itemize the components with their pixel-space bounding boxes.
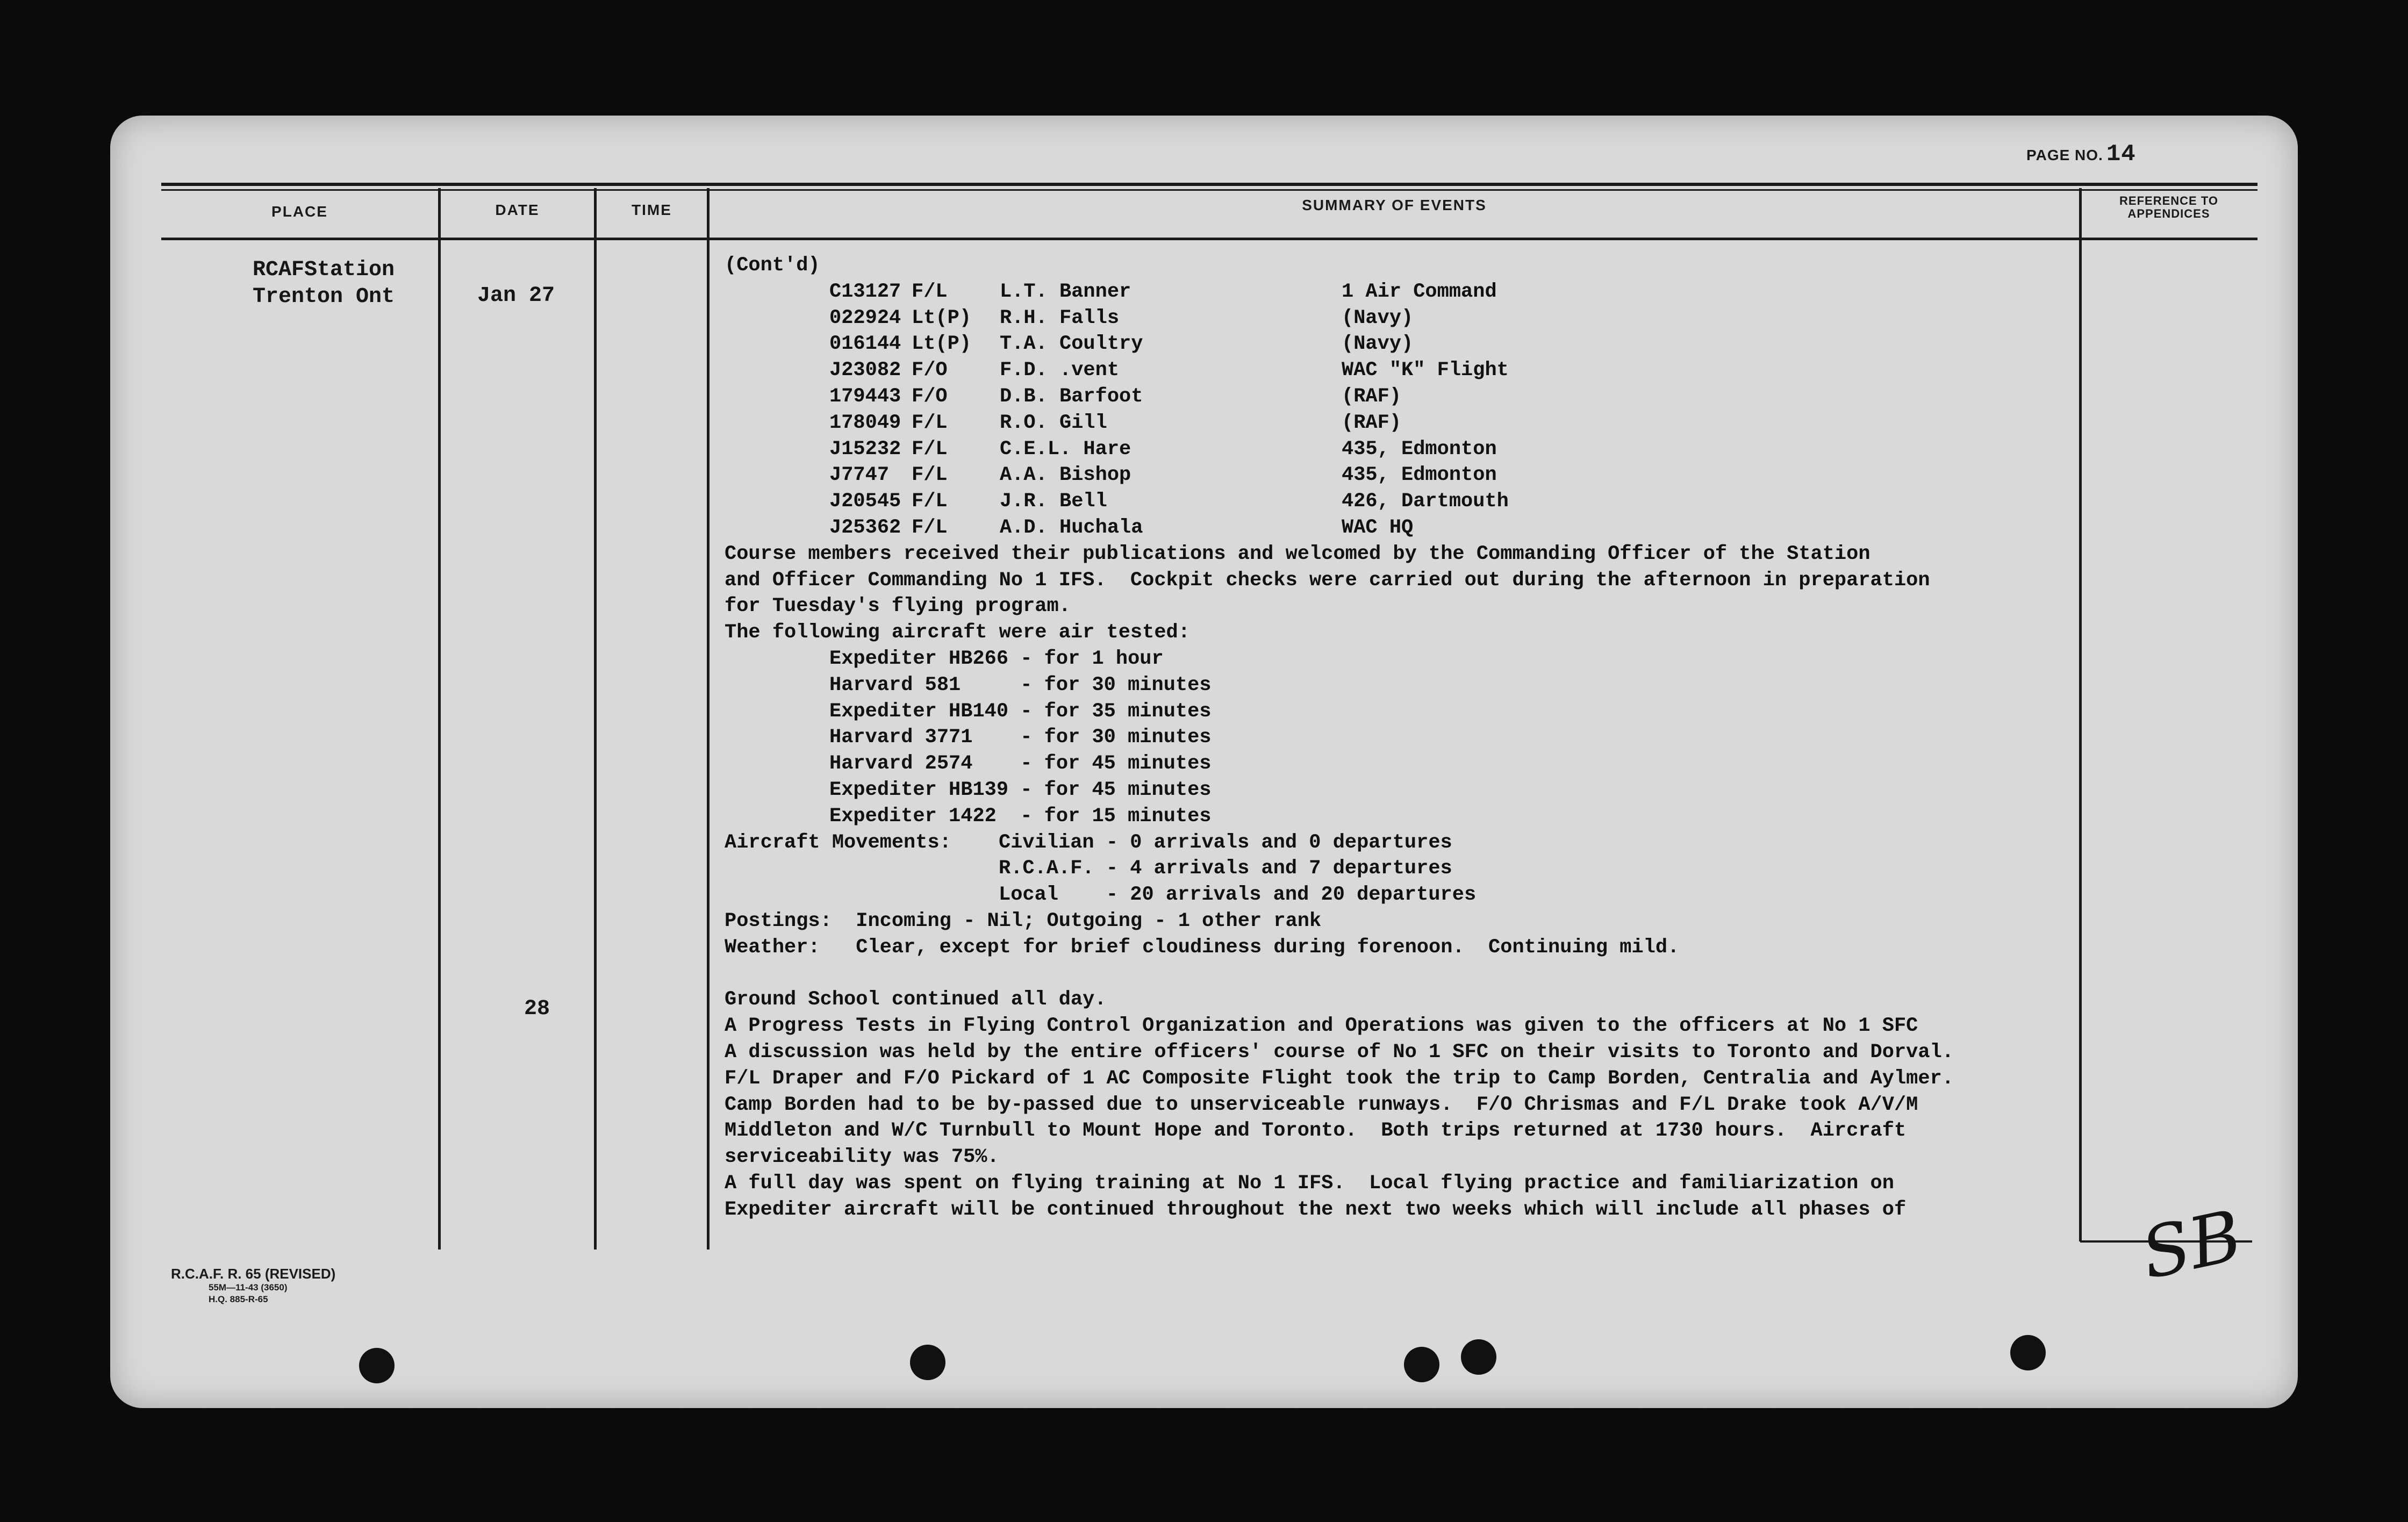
movement-line: Local - 20 arrivals and 20 departures bbox=[999, 884, 1477, 907]
officer-unit: (RAF) bbox=[1342, 385, 1402, 408]
movement-line: R.C.A.F. - 4 arrivals and 7 departures bbox=[999, 857, 1452, 880]
officer-row bbox=[725, 279, 2079, 305]
officer-row bbox=[725, 384, 2079, 410]
form-hq-line: H.Q. 885-R-65 bbox=[209, 1294, 268, 1304]
page-number: 14 bbox=[2106, 141, 2136, 168]
aircraft-test-line: Harvard 3771 - for 30 minutes bbox=[829, 726, 1212, 749]
aircraft-test-line: Harvard 2574 - for 45 minutes bbox=[829, 752, 1212, 776]
officer-row bbox=[725, 410, 2079, 436]
header-place: PLACE bbox=[271, 203, 328, 220]
page-label: PAGE NO. bbox=[2026, 147, 2103, 163]
date-28: 28 bbox=[524, 997, 550, 1021]
officer-rank: Lt(P) bbox=[912, 306, 972, 329]
officer-rank: F/L bbox=[912, 490, 948, 513]
officer-name: D.B. Barfoot bbox=[1000, 385, 1143, 408]
place-cell bbox=[253, 257, 395, 311]
para-line: Course members received their publications and welcomed by the Commanding Officer of the Station bbox=[725, 542, 1870, 565]
divider-summary-reference bbox=[2079, 188, 2082, 1241]
day-28-line: A discussion was held by the entire officers' course of No 1 SFC on their visits to Toronto and Dorval. bbox=[725, 1040, 1954, 1064]
contd-line: (Cont'd) bbox=[725, 254, 820, 277]
officer-row bbox=[725, 305, 2079, 332]
header-top-rule-thin bbox=[161, 189, 2258, 191]
header-top-rule bbox=[161, 183, 2258, 186]
header-date: DATE bbox=[495, 202, 540, 218]
officer-rank: F/O bbox=[912, 385, 948, 408]
officer-row bbox=[725, 462, 2079, 489]
officer-unit: WAC HQ bbox=[1342, 516, 1414, 539]
officer-rank: F/L bbox=[912, 516, 948, 539]
officer-name: R.H. Falls bbox=[1000, 306, 1120, 329]
aircraft-test-line: Expediter 1422 - for 15 minutes bbox=[829, 805, 1212, 828]
officer-num: J7747 bbox=[829, 464, 890, 487]
officer-num: J15232 bbox=[829, 437, 901, 461]
day-28-line: Expediter aircraft will be continued throughout the next two weeks which will include all phases of bbox=[725, 1198, 1907, 1221]
aircraft-test-line: Harvard 581 - for 30 minutes bbox=[829, 673, 1212, 697]
day-28-line: A Progress Tests in Flying Control Organization and Operations was given to the officers at No 1 SFC bbox=[725, 1015, 1918, 1038]
officer-num: J20545 bbox=[829, 490, 901, 513]
postings-line: Postings: Incoming - Nil; Outgoing - 1 other rank bbox=[725, 909, 1322, 932]
officer-row bbox=[725, 489, 2079, 515]
day-28-line: F/L Draper and F/O Pickard of 1 AC Composite Flight took the trip to Camp Borden, Centralia and Aylmer. bbox=[725, 1067, 1954, 1090]
punch-hole bbox=[2010, 1335, 2046, 1370]
place-line-1: RCAFStation bbox=[253, 258, 395, 282]
movements-label: Aircraft Movements: bbox=[725, 831, 951, 854]
officer-num: 178049 bbox=[829, 411, 901, 434]
movement-line: Civilian - 0 arrivals and 0 departures bbox=[999, 831, 1452, 854]
form-footer bbox=[171, 1266, 335, 1305]
para-line: The following aircraft were air tested: bbox=[725, 621, 1190, 644]
officer-rank: F/L bbox=[912, 464, 948, 487]
divider-date-time bbox=[594, 188, 597, 1250]
officer-name: A.A. Bishop bbox=[1000, 464, 1131, 487]
day-28-line: Camp Borden had to be by-passed due to unserviceable runways. F/O Chrismas and F/L Drake took A/V/M bbox=[725, 1093, 1918, 1116]
officer-unit: 435, Edmonton bbox=[1342, 437, 1497, 461]
officer-num: 179443 bbox=[829, 385, 901, 408]
officer-name: F.D. .vent bbox=[1000, 359, 1120, 382]
summary-of-events bbox=[725, 253, 2079, 1223]
officer-row bbox=[725, 436, 2079, 463]
officer-name: J.R. Bell bbox=[1000, 490, 1107, 513]
punch-hole bbox=[1461, 1339, 1496, 1375]
officer-row bbox=[725, 357, 2079, 384]
header-time: TIME bbox=[632, 202, 672, 218]
officer-unit: 435, Edmonton bbox=[1342, 464, 1497, 487]
officer-num: 022924 bbox=[829, 306, 901, 329]
day-28-entries bbox=[725, 987, 2079, 1223]
officer-row bbox=[725, 515, 2079, 541]
officer-row bbox=[725, 331, 2079, 357]
movements-row bbox=[725, 856, 2079, 882]
day-28-line: Middleton and W/C Turnbull to Mount Hope and Toronto. Both trips returned at 1730 hours. Aircraft bbox=[725, 1119, 1907, 1143]
divider-time-summary bbox=[707, 188, 710, 1250]
handwritten-initials: SB bbox=[2134, 1194, 2249, 1295]
officer-rank: F/L bbox=[912, 411, 948, 434]
officer-name: L.T. Banner bbox=[1000, 280, 1131, 303]
movements-row bbox=[725, 830, 2079, 856]
page-number-label bbox=[2026, 141, 2136, 168]
weather-line: Weather: Clear, except for brief cloudiness during forenoon. Continuing mild. bbox=[725, 936, 1680, 959]
officer-num: J25362 bbox=[829, 516, 901, 539]
officer-unit: 426, Dartmouth bbox=[1342, 490, 1509, 513]
punch-hole bbox=[910, 1345, 945, 1380]
punch-hole bbox=[1404, 1347, 1439, 1382]
aircraft-test-line: Expediter HB140 - for 35 minutes bbox=[829, 700, 1212, 723]
day-28-line: A full day was spent on flying training at No 1 IFS. Local flying practice and familiarization on bbox=[725, 1172, 1894, 1195]
date-jan-27: Jan 27 bbox=[477, 284, 555, 308]
aircraft-list bbox=[725, 646, 2079, 830]
officer-rank: F/O bbox=[912, 359, 948, 382]
day-28-line: serviceability was 75%. bbox=[725, 1146, 999, 1169]
header-bottom-rule bbox=[161, 238, 2258, 240]
officer-rank: F/L bbox=[912, 437, 948, 461]
officer-name: C.E.L. Hare bbox=[1000, 437, 1131, 461]
officer-name: T.A. Coultry bbox=[1000, 333, 1143, 356]
movements-row bbox=[725, 882, 2079, 908]
officer-rank: F/L bbox=[912, 280, 948, 303]
day-28-line: Ground School continued all day. bbox=[725, 988, 1107, 1011]
form-print-line: 55M—11-43 (3650) bbox=[209, 1282, 288, 1293]
officer-num: C13127 bbox=[829, 280, 901, 303]
aircraft-test-line: Expediter HB139 - for 45 minutes bbox=[829, 778, 1212, 801]
officer-num: 016144 bbox=[829, 333, 901, 356]
blank-line bbox=[725, 961, 2079, 987]
officer-unit: (RAF) bbox=[1342, 411, 1402, 434]
aircraft-test-line: Expediter HB266 - for 1 hour bbox=[829, 647, 1164, 670]
para-line: for Tuesday's flying program. bbox=[725, 595, 1071, 618]
officer-list bbox=[725, 279, 2079, 541]
officer-name: A.D. Huchala bbox=[1000, 516, 1143, 539]
punch-hole bbox=[359, 1348, 395, 1383]
form-number: R.C.A.F. R. 65 (REVISED) bbox=[171, 1266, 336, 1282]
header-reference: REFERENCE TO APPENDICES bbox=[2119, 194, 2218, 220]
officer-unit: (Navy) bbox=[1342, 333, 1414, 356]
officer-unit: (Navy) bbox=[1342, 306, 1414, 329]
officer-rank: Lt(P) bbox=[912, 333, 972, 356]
officer-name: R.O. Gill bbox=[1000, 411, 1107, 434]
para-line: and Officer Commanding No 1 IFS. Cockpit checks were carried out during the afternoon in preparation bbox=[725, 569, 1930, 592]
officer-num: J23082 bbox=[829, 359, 901, 382]
header-summary: SUMMARY OF EVENTS bbox=[1302, 197, 1487, 213]
divider-place-date bbox=[438, 188, 441, 1250]
place-line-2: Trenton Ont bbox=[253, 285, 395, 309]
officer-unit: 1 Air Command bbox=[1342, 280, 1497, 303]
officer-unit: WAC "K" Flight bbox=[1342, 359, 1509, 382]
